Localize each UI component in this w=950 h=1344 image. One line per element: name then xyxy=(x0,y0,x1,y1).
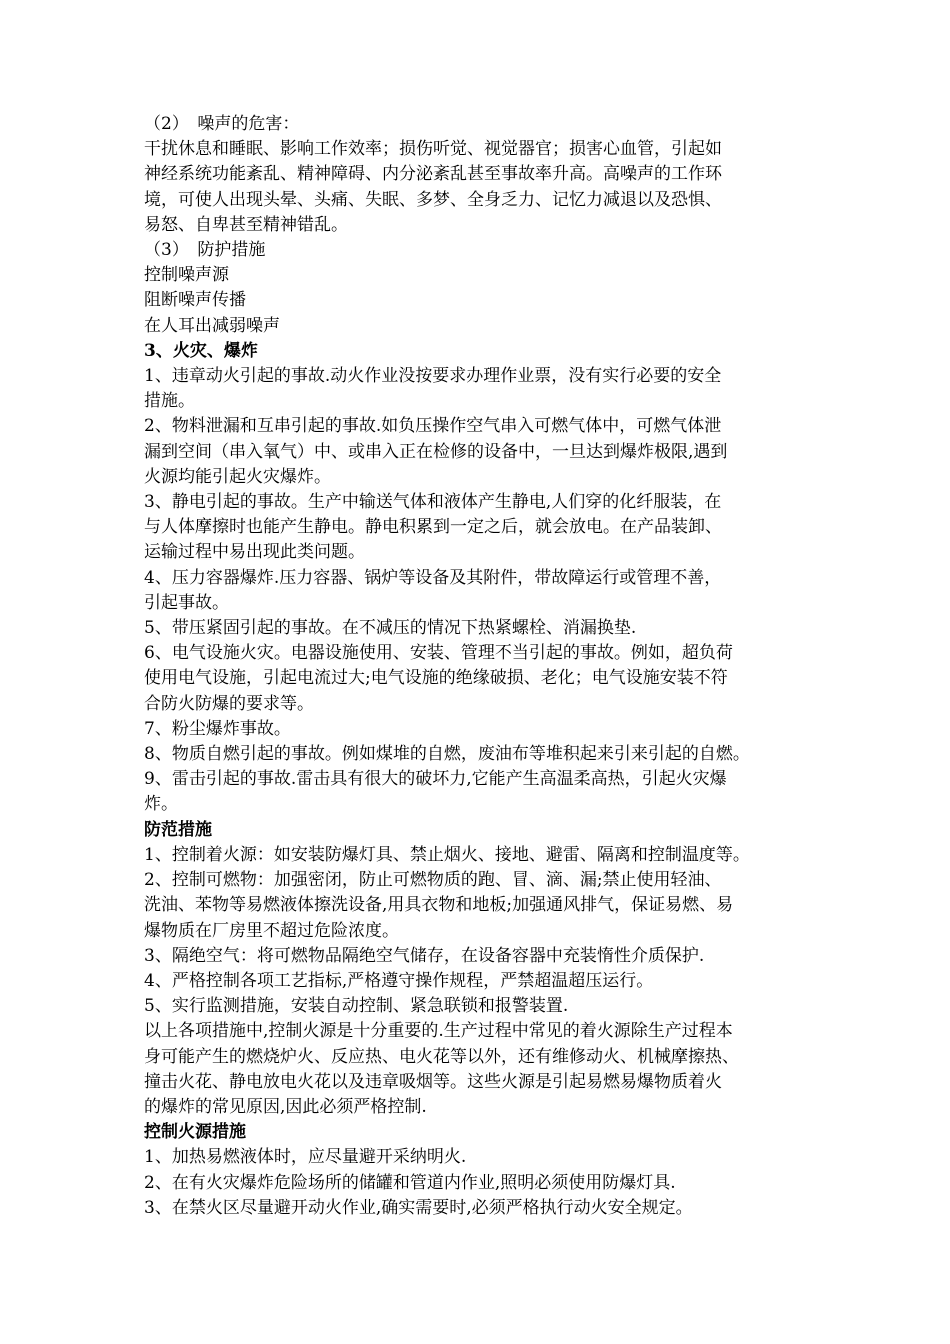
fire-explosion-list xyxy=(144,364,816,818)
noise-harm-title: （2） 噪声的危害： xyxy=(144,114,300,134)
text-line: 身可能产生的燃烧炉火、反应热、电火花等以外，还有维修动火、机械摩擦热、 xyxy=(144,1046,739,1067)
list-item: 8、物质自燃引起的事故。例如煤堆的自燃，废油布等堆积起来引来引起的自燃。 xyxy=(144,744,750,765)
text-line: 境，可使人出现头晕、头痛、失眠、多梦、全身乏力、记忆力减退以及恐惧、 xyxy=(144,189,722,210)
list-item-cont: 措施。 xyxy=(144,391,195,412)
list-item-cont: 火源均能引起火灾爆炸。 xyxy=(144,466,331,487)
prevention-summary xyxy=(144,1019,816,1120)
prevention-heading: 防范措施 xyxy=(144,819,212,840)
list-item: 7、粉尘爆炸事故。 xyxy=(144,718,291,739)
ignition-control-heading: 控制火源措施 xyxy=(144,1122,246,1143)
text-line: 的爆炸的常见原因,因此必须严格控制. xyxy=(144,1096,427,1117)
list-item: 2、在有火灾爆炸危险场所的储罐和管道内作业,照明必须使用防爆灯具. xyxy=(144,1172,676,1193)
list-item-cont: 合防火防爆的要求等。 xyxy=(144,693,314,714)
ignition-control-list xyxy=(144,1145,816,1221)
list-item: 9、雷击引起的事故.雷击具有很大的破坏力,它能产生高温柔高热，引起火灾爆 xyxy=(144,769,727,790)
list-item: 1、违章动火引起的事故.动火作业没按要求办理作业票，没有实行必要的安全 xyxy=(144,366,722,387)
prevention-list xyxy=(144,843,816,1019)
text-line: 以上各项措施中,控制火源是十分重要的.生产过程中常见的着火源除生产过程本 xyxy=(144,1021,733,1042)
list-item-cont: 运输过程中易出现此类问题。 xyxy=(144,542,365,563)
list-item: 5、实行监测措施，安装自动控制、紧急联锁和报警装置. xyxy=(144,996,569,1017)
list-item-cont: 漏到空间（串入氧气）中、或串入正在检修的设备中，一旦达到爆炸极限,遇到 xyxy=(144,441,728,462)
noise-harm-text xyxy=(144,137,816,238)
list-item: 1、控制着火源：如安装防爆灯具、禁止烟火、接地、避雷、隔离和控制温度等。 xyxy=(144,844,750,865)
list-item: 6、电气设施火灾。电器设施使用、安装、管理不当引起的事故。例如，超负荷 xyxy=(144,643,733,664)
list-item: 4、严格控制各项工艺指标,严格遵守操作规程，严禁超温超压运行。 xyxy=(144,970,654,991)
list-item-cont: 使用电气设施，引起电流过大;电气设施的绝缘破损、老化；电气设施安装不符 xyxy=(144,668,728,689)
list-item: 2、物料泄漏和互串引起的事故.如负压操作空气串入可燃气体中，可燃气体泄 xyxy=(144,416,722,437)
list-item-cont: 炸。 xyxy=(144,794,178,815)
list-item: 3、隔绝空气：将可燃物品隔绝空气储存，在设备容器中充装惰性介质保护. xyxy=(144,945,705,966)
list-item: 阻断噪声传播 xyxy=(144,290,246,311)
list-item-cont: 与人体摩擦时也能产生静电。静电积累到一定之后，就会放电。在产品装卸、 xyxy=(144,517,722,538)
list-item: 4、压力容器爆炸.压力容器、锅炉等设备及其附件，带故障运行或管理不善， xyxy=(144,567,722,588)
list-item: 在人耳出减弱噪声 xyxy=(144,315,280,336)
text-line: 易怒、自卑甚至精神错乱。 xyxy=(144,214,348,235)
list-item-cont: 洗油、苯物等易燃液体擦洗设备,用具衣物和地板;加强通风排气，保证易燃、易 xyxy=(144,895,734,916)
fire-explosion-heading: 3、火灾、爆炸 xyxy=(144,340,258,361)
text-line: 干扰休息和睡眠、影响工作效率；损伤听觉、视觉器官；损害心血管，引起如 xyxy=(144,139,722,160)
list-item-cont: 引起事故。 xyxy=(144,592,229,613)
list-item: 2、控制可燃物：加强密闭，防止可燃物质的跑、冒、滴、漏;禁止使用轻油、 xyxy=(144,870,722,891)
text-line: 神经系统功能紊乱、精神障碍、内分泌紊乱甚至事故率升高。高噪声的工作环 xyxy=(144,164,722,185)
list-item-cont: 爆物质在厂房里不超过危险浓度。 xyxy=(144,920,399,941)
text-line: 撞击火花、静电放电火花以及违章吸烟等。这些火源是引起易燃易爆物质着火 xyxy=(144,1071,722,1092)
list-item: 3、静电引起的事故。生产中输送气体和液体产生静电,人们穿的化纤服装，在 xyxy=(144,492,722,513)
document-page xyxy=(144,112,816,1221)
list-item: 3、在禁火区尽量避开动火作业,确实需要时,必须严格执行动火安全规定。 xyxy=(144,1197,693,1218)
list-item: 控制噪声源 xyxy=(144,265,229,286)
noise-protection-title: （3） 防护措施 xyxy=(144,240,266,261)
list-item: 1、加热易燃液体时，应尽量避开采纳明火. xyxy=(144,1147,467,1168)
list-item: 5、带压紧固引起的事故。在不减压的情况下热紧螺栓、消漏换垫. xyxy=(144,618,637,639)
